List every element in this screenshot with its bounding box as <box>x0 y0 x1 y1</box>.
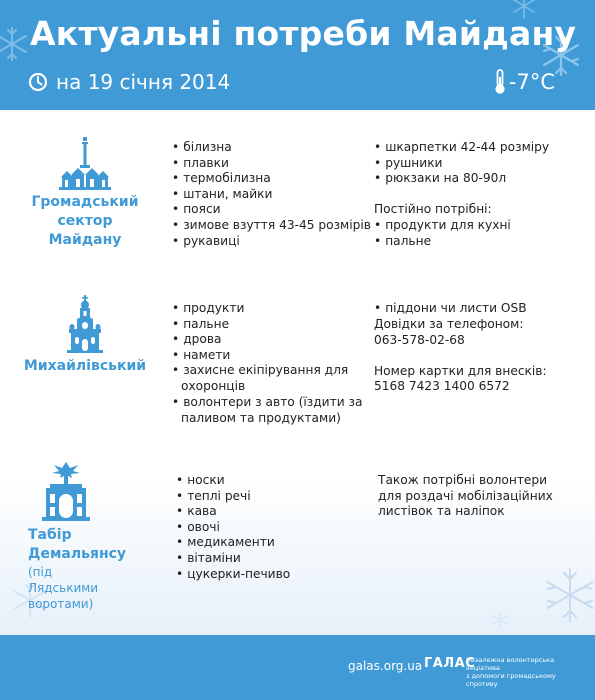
needs-list-right <box>374 301 527 317</box>
spacer <box>374 348 547 364</box>
date-label: на 19 січня 2014 <box>56 70 231 94</box>
note-line: для роздачі мобілізаційних <box>378 488 553 503</box>
list-item: • намети <box>172 348 348 364</box>
list-item: • цукерки-печиво <box>176 567 290 583</box>
needs-list <box>172 301 348 379</box>
list-item: • шкарпетки 42-44 розміру <box>374 140 549 156</box>
list-item: • плавки <box>172 156 371 172</box>
list-item: • зимове взуття 43-45 розмірів <box>172 218 371 234</box>
section-subtitle-line-1: (під Лядськими <box>28 565 99 595</box>
needs-list <box>172 140 371 249</box>
section-label <box>12 295 158 376</box>
list-item: • пальне <box>172 317 348 333</box>
list-item: • кава <box>176 504 290 520</box>
section-label <box>10 460 127 612</box>
header-banner <box>0 0 595 110</box>
list-item: • медикаменти <box>176 535 290 551</box>
list-item: • дрова <box>172 332 348 348</box>
clock-icon <box>28 72 48 92</box>
needs-list-continued <box>172 395 362 411</box>
tagline-line-2: з допомоги громадському спротиву <box>466 672 556 688</box>
list-item-continuation: охоронців <box>181 379 246 393</box>
list-item: • волонтери з авто (їздити за <box>172 395 362 411</box>
date-row <box>28 70 230 94</box>
list-item-continuation: паливом та продуктами) <box>181 411 341 425</box>
list-item: • носки <box>176 473 290 489</box>
section-subtitle-line-2: воротами) <box>28 597 94 611</box>
section-name-line-2: Демальянсу <box>28 546 127 562</box>
page-title: Актуальні потреби Майдану <box>30 14 577 53</box>
list-item: • штани, майки <box>172 187 371 203</box>
snowflake-icon <box>540 565 595 625</box>
volunteers-note <box>378 473 553 520</box>
list-item: • рушники <box>374 156 549 172</box>
footer-bar <box>0 635 595 700</box>
list-item: • овочі <box>176 520 290 536</box>
section-label <box>12 135 158 250</box>
list-item: • вітаміни <box>176 551 290 567</box>
section-name-line-1: Табір <box>28 527 72 543</box>
gate-icon <box>40 460 92 524</box>
permanent-needs-list <box>374 218 511 249</box>
tagline <box>466 656 586 688</box>
list-item: • рюкзаки на 80-90л <box>374 171 549 187</box>
needs-list-right <box>374 140 549 187</box>
thermometer-icon <box>493 69 507 95</box>
brand-logo: ГАЛАС <box>424 656 476 671</box>
card-number: 5168 7423 1400 6572 <box>374 379 510 394</box>
temperature-label: -7°С <box>508 70 555 94</box>
note-line: Також потрібні волонтери <box>378 473 548 487</box>
list-item: • теплі речі <box>176 489 290 505</box>
site-link[interactable]: galas.org.ua <box>348 659 423 673</box>
list-item: • піддони чи листи OSB <box>374 301 527 317</box>
list-item: • білизна <box>172 140 371 156</box>
section-name: Михайлівський <box>23 358 147 374</box>
list-item: • пояси <box>172 202 371 218</box>
contact-info <box>374 317 547 395</box>
snowflake-icon <box>0 26 30 62</box>
phone-label: Довідки за телефоном: <box>374 317 524 331</box>
temperature-row <box>493 69 555 95</box>
list-item: • термобілизна <box>172 171 371 187</box>
list-item: • продукти <box>172 301 348 317</box>
list-item: • продукти для кухні <box>374 218 511 234</box>
list-item: • захисне екіпірування для <box>172 363 348 379</box>
independence-monument-icon <box>57 135 113 191</box>
snowflake-icon <box>490 610 510 630</box>
church-icon <box>65 295 105 353</box>
section-name: Громадський сектор Майдану <box>31 194 139 248</box>
note-line: листівок та наліпок <box>378 504 505 519</box>
tagline-line-1: Незалежна волонтерська ініціатива <box>466 656 555 672</box>
needs-list <box>176 473 290 582</box>
list-item: • пальне <box>374 234 511 250</box>
list-item: • рукавиці <box>172 234 371 250</box>
permanent-needs-heading: Постійно потрібні: <box>374 202 492 216</box>
card-label: Номер картки для внесків: <box>374 363 547 378</box>
phone-number: 063-578-02-68 <box>374 332 465 347</box>
